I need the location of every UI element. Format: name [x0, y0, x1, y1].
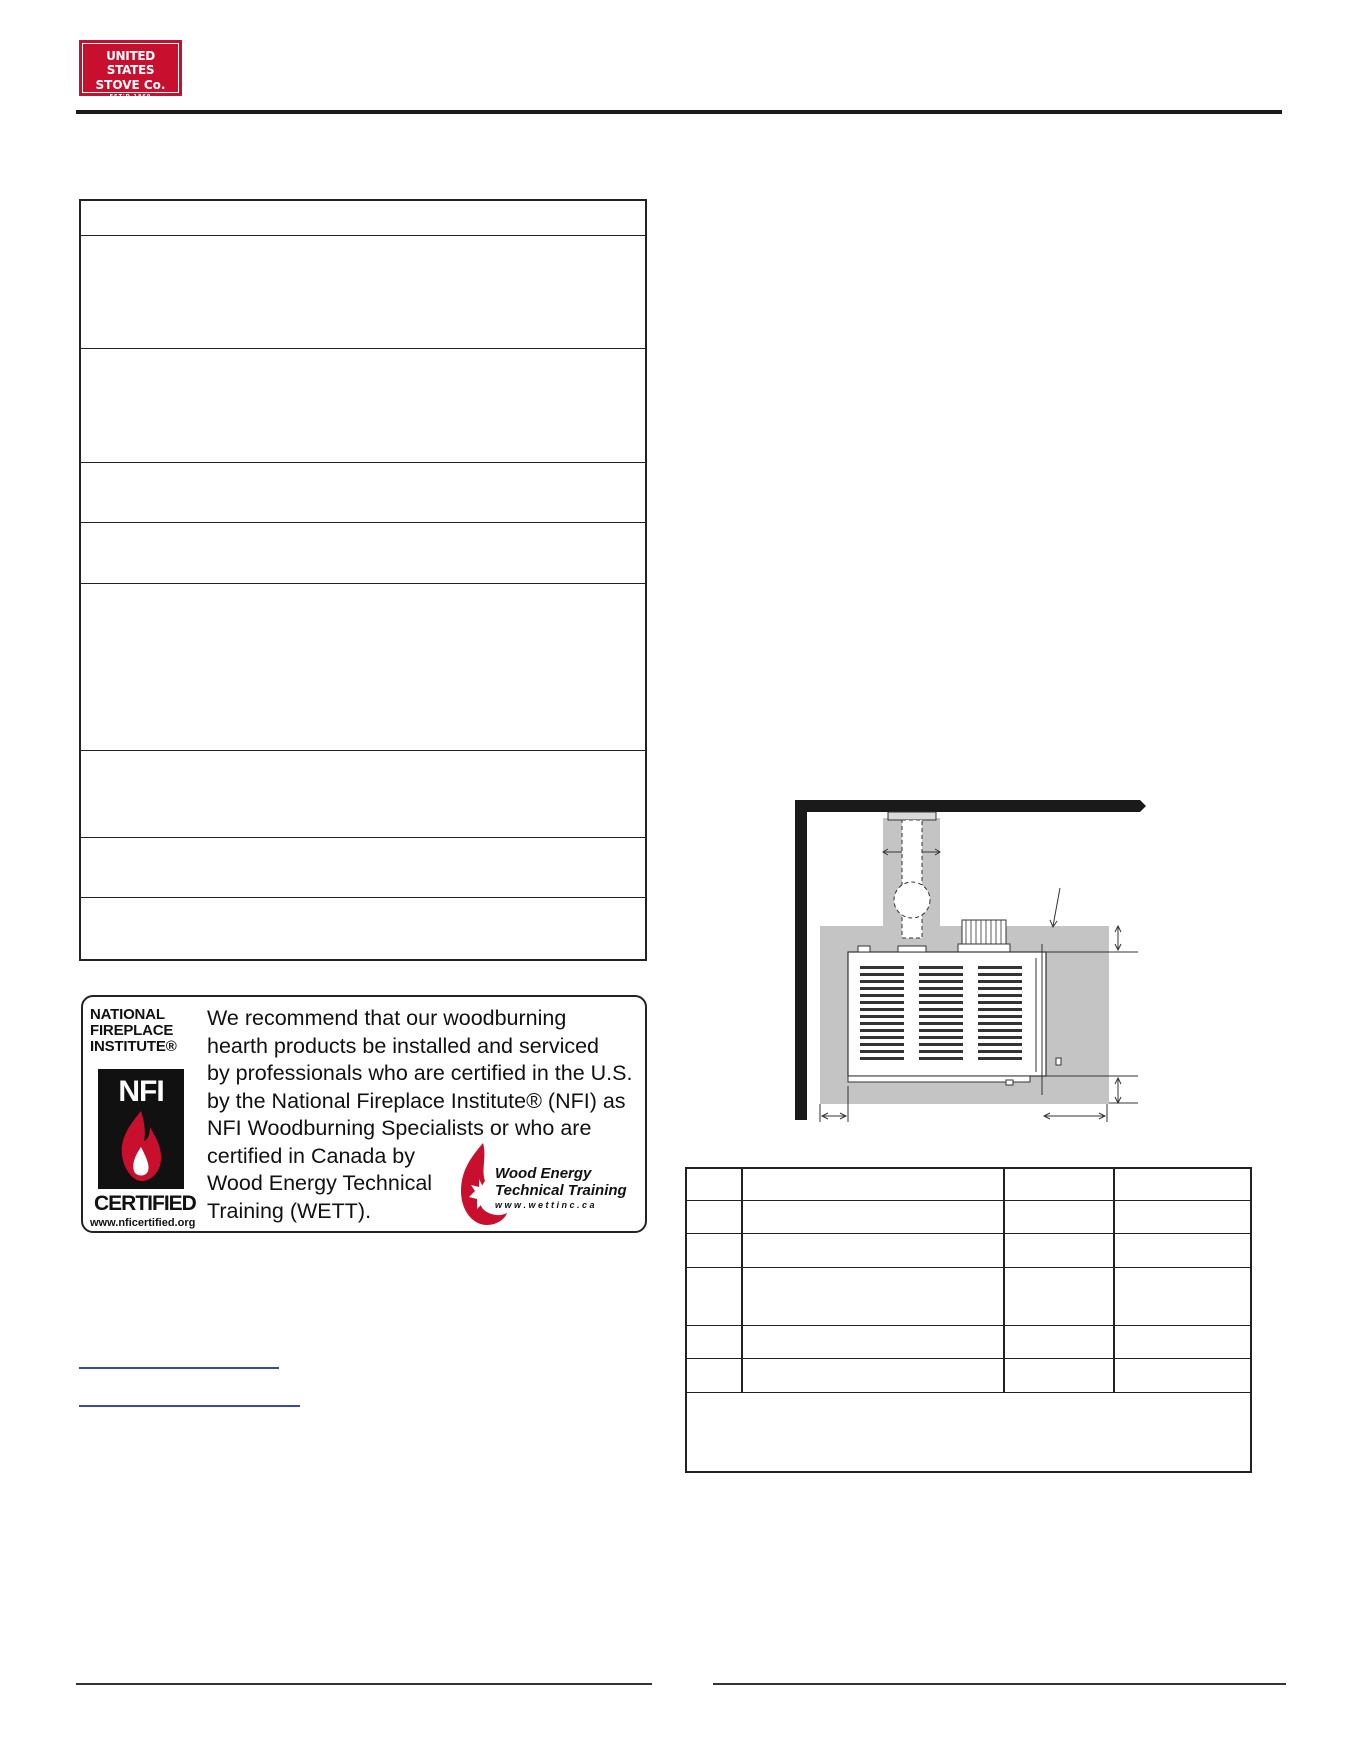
spec-table-row [81, 751, 645, 838]
clearance-table [685, 1167, 1252, 1473]
column-divider [1003, 1169, 1005, 1393]
wett-logo: Wood Energy Technical Training w w w . w e t t i n c . c a [453, 1139, 643, 1229]
column-divider [1113, 1169, 1115, 1393]
spec-table-row [81, 584, 645, 751]
clearance-table-row [687, 1325, 1250, 1326]
nfi-badge: NFI [98, 1069, 184, 1189]
specifications-table [79, 199, 647, 961]
clearance-table-row [687, 1358, 1250, 1359]
footer-rule-right [713, 1683, 1286, 1685]
header-rule [76, 110, 1282, 114]
hyperlink-underline[interactable] [79, 1367, 279, 1369]
united-states-stove-logo: UNITED STATES STOVE Co. EST'D 1869 [79, 40, 182, 96]
nfi-recommendation-box [81, 995, 647, 1233]
nfi-recommendation-text: We recommend that our woodburning hearth products be installed and serviced by professionals who are certified in the U.S. by the National Fireplace Institute® (NFI) as NFI Woodburning Specialists or who are certified in Canada by Wood Energy Technical Training (WETT). [207, 1006, 633, 1223]
spec-table-header-row [81, 201, 645, 236]
spec-table-row [81, 898, 645, 959]
clearance-table-row [687, 1267, 1250, 1268]
clearance-diagram [780, 790, 1150, 1130]
hyperlink-underline[interactable] [79, 1405, 300, 1407]
footer-rule-left [76, 1683, 652, 1685]
spec-table-row [81, 523, 645, 584]
clearance-table-row [687, 1233, 1250, 1234]
flame-icon [98, 1069, 184, 1189]
spec-table-row [81, 463, 645, 523]
clearance-table-row [687, 1200, 1250, 1201]
spec-table-row [81, 236, 645, 349]
nfi-certified-logo: NATIONAL FIREPLACE INSTITUTE® NFI CERTIFIED www.nficertified.org [90, 1006, 196, 1229]
spec-table-row [81, 838, 645, 898]
spec-table-row [81, 349, 645, 463]
clearance-table-row [687, 1392, 1250, 1393]
column-divider [741, 1169, 743, 1393]
